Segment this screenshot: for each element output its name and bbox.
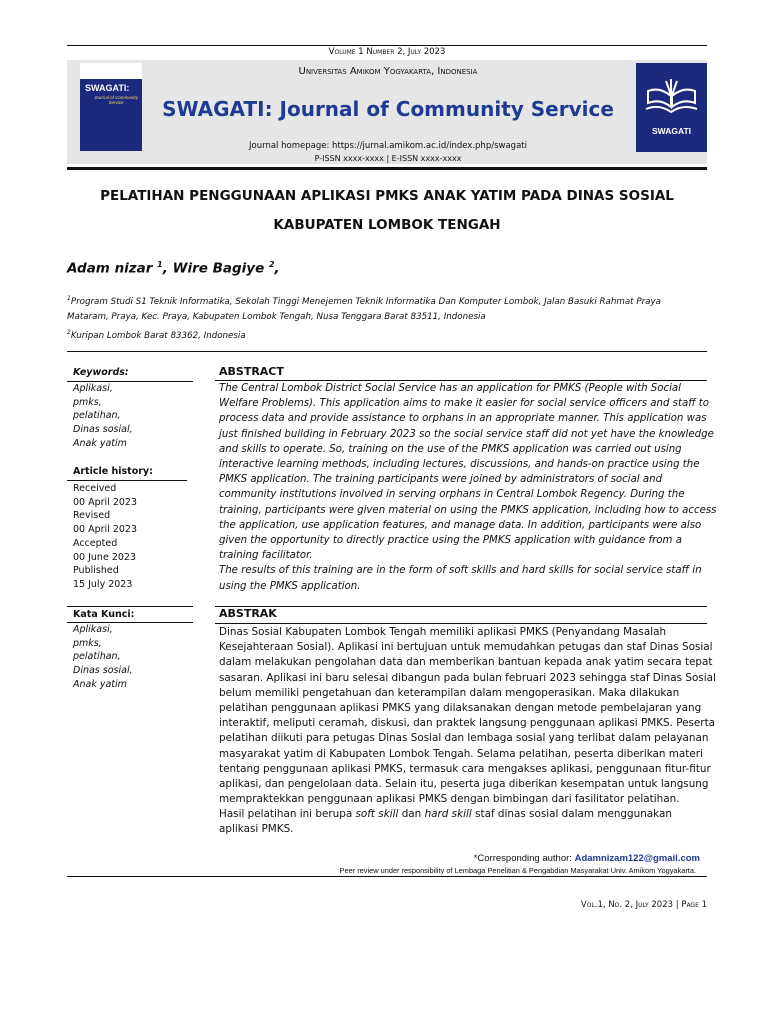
affiliation-2: $^2$Kuripan Lombok Barat 83362, Indonesia [67, 328, 246, 341]
keyword-item: pmks, [73, 396, 102, 408]
article-history-heading: Article history: [73, 466, 153, 477]
keyword-item: Anak yatim [73, 437, 127, 449]
logo-text: SWAGATI [651, 126, 692, 136]
keyword-item: Aplikasi, [73, 383, 113, 394]
cover-subtitle: Journal of Community Service [94, 95, 138, 105]
abstrak-heading: ABSTRAK [219, 607, 277, 620]
abstrak-line: Kesejahteraan Sosial). Aplikasi ini bertujuan untuk memudahkan petugas dan staf Dinas Sosial [219, 641, 713, 654]
author-name: Adam nizar [67, 260, 153, 277]
abstrak-line: mempraktekkan penggunaan aplikasi PMKS dengan bimbingan dari fasilitator pelatihan. [219, 793, 680, 806]
keyword-item: Dinas sosial, [73, 424, 133, 436]
journal-title: SWAGATI: Journal of Community Service [162, 97, 614, 121]
abstrak-rule [215, 623, 707, 624]
abstract-line: process data and provide assistance to orphans in an appropriate manner. This application was [219, 413, 707, 425]
abstract-line: using the PMKS application. [219, 580, 361, 592]
abstrak-result [219, 807, 700, 837]
cover-title: SWAGATI: [85, 83, 130, 93]
abstrak-line: tentang penggunaan aplikasi PMKS, termasuk cara mengakses aplikasi, penggunaan fitur-fitur [219, 762, 711, 775]
history-rule [67, 480, 187, 481]
journal-homepage[interactable]: Journal homepage: https://jurnal.amikom.ac.id/index.php/swagati [249, 141, 527, 151]
history-item: Received [73, 483, 117, 494]
abstrak-line: interaktif, meliputi ceramah, diskusi, dan praktek langsung penggunaan aplikasi PMKS. Peserta [219, 717, 716, 730]
abstract-line: community institutions involved in serving orphans in Central Lombok Regency. During the [219, 489, 685, 501]
swagati-logo [636, 63, 707, 152]
abstrak-line: Dinas Sosial Kabupaten Lombok Tengah memiliki aplikasi PMKS (Penyandang Masalah [219, 626, 667, 638]
abstract-line: interactive learning methods, including lectures, discussions, and hands-on practice using the [219, 459, 700, 471]
corresponding-label: *Corresponding author: [473, 853, 575, 864]
history-item: Published [73, 565, 119, 577]
history-item: 00 June 2023 [73, 551, 136, 563]
peer-review-note: Peer review under responsibility of Lembaga Penelitian & Pengabdian Masyarakat Univ. Amikom Yogyakarta. [339, 866, 696, 875]
corresponding-author [474, 853, 700, 864]
affiliations [67, 291, 707, 344]
header-bottom-rule [67, 167, 707, 170]
abstract-line: the application, use application features, and manage data. In addition, participants were also [219, 519, 702, 531]
kata-kunci-item: Aplikasi, [73, 624, 113, 635]
kata-kunci-item: Anak yatim [73, 678, 127, 690]
abstract-heading: ABSTRACT [219, 365, 284, 378]
author-affiliation-ref: 2 [268, 260, 275, 269]
kata-kunci-item: Dinas sosial, [73, 665, 133, 677]
article-title-line1: PELATIHAN PENGGUNAAN APLIKASI PMKS ANAK YATIM PADA DINAS SOSIAL [100, 188, 674, 204]
keyword-item: pelatihan, [73, 410, 121, 422]
author-affiliation-ref: 1 [157, 260, 163, 269]
university-name: Universitas Amikom Yogyakarta, Indonesia [298, 66, 478, 77]
abstract-line: PMKS application. The training participants were joined by administrators of social and [219, 474, 663, 486]
author-list-end: , [274, 260, 280, 277]
keywords-heading: Keywords: [73, 367, 129, 378]
abstrak-line: aplikasi, dan pengelolaan data. Selain itu, peserta juga diberikan kesempatan untuk langsung [219, 778, 709, 791]
cover-top-strip [80, 63, 142, 79]
author-separator: , [162, 260, 173, 277]
abstrak-line: pelatihan diikuti para petugas Dinas Sosial dan lembaga sosial yang terlibat dalam pelayanan [219, 732, 709, 745]
info-top-rule [67, 351, 707, 352]
article-title-line2: KABUPATEN LOMBOK TENGAH [273, 217, 501, 233]
affiliation-1: $^1$Program Studi S1 Teknik Informatika, Sekolah Tinggi Menejemen Teknik Informatika Dan Komputer Lombok, Jalan Basuki Rahmat Praya [67, 295, 661, 307]
article-history-list [73, 482, 137, 592]
abstract-line: Welfare Problems). This application aims to make it easier for social service officers and staff to [219, 398, 710, 410]
history-item: 15 July 2023 [73, 578, 133, 590]
abstrak-line: pelatihan penggunaan aplikasi PMKS yang dilaksanakan dengan metode pembelajaran yang [219, 702, 702, 715]
history-item: Accepted [73, 537, 118, 549]
keywords-list [73, 382, 133, 451]
author-name: Wire Bagiye [172, 260, 265, 277]
affiliation-1-cont: Mataram, Praya, Kec. Praya, Kabupaten Lombok Tengah, Nusa Tenggara Barat 83511, Indonesia [67, 311, 486, 322]
abstract-line: given the opportunity to directly practice using the PMKS application with guidance from a [219, 535, 682, 547]
abstract-line: just finished building in February 2023 so the social service staff did not yet have the knowledge [219, 428, 714, 440]
kata-kunci-item: pelatihan, [73, 651, 121, 663]
abstract-line: and skills to operate. So, training on the use of the PMKS application was carried out using [219, 443, 682, 455]
kata-kunci-heading: Kata Kunci: [73, 609, 135, 620]
history-item: Revised [73, 510, 111, 522]
page-number: Page 1 [681, 900, 707, 910]
kata-kunci-list [73, 623, 133, 692]
page-footer [581, 900, 707, 910]
abstract-body [219, 381, 717, 594]
corresponding-email[interactable]: Adamnizam122@gmail.com [574, 853, 700, 864]
volume-line: Volume 1 Number 2, July 2023 [328, 47, 446, 57]
abstrak-line: belum memiliki pengetahuan dan keterampilan dalam mengoperasikan. Maka dilakukan [219, 686, 680, 699]
abstract-line: The results of this training are in the form of soft skills and hard skills for social service staff in [219, 565, 702, 577]
abstrak-result-line1: Hasil pelatihan ini berupa soft skill dan hard skill staf dinas sosial dalam menggunakan [219, 808, 672, 820]
abstract-line: The Central Lombok District Social Service has an application for PMKS (People with Social [219, 383, 682, 394]
abstrak-line: masyarakat yatim di Kabupaten Lombok Tengah. Selama pelatihan, peserta diberikan materi [219, 747, 703, 760]
issn-line: P-ISSN xxxx-xxxx | E-ISSN xxxx-xxxx [314, 154, 462, 163]
page-issue-info: Vol.1, No. 2, July 2023 [580, 900, 674, 910]
abstrak-line: dalam melakukan pengolahan data dan memberikan bantuan kepada anak yatim secara tepat [219, 656, 713, 669]
history-item: 00 April 2023 [73, 496, 138, 508]
header-top-rule [67, 45, 707, 46]
kata-top-rule [67, 606, 193, 607]
journal-cover-thumbnail [80, 63, 142, 151]
history-item: 00 April 2023 [73, 524, 138, 536]
footer-rule [67, 876, 707, 877]
abstrak-line: sasaran. Aplikasi ini baru selesai dibangun pada bulan februari 2023 sehingga staf Dinas Sosial [219, 671, 716, 684]
abstrak-body [219, 625, 716, 807]
abstract-line: training facilitator. [219, 550, 313, 562]
abstrak-top-rule [215, 606, 707, 607]
abstract-line: training, participants were given material on using the PMKS application, including how to access [219, 504, 717, 516]
open-book-icon [636, 67, 707, 127]
abstrak-result-line2: aplikasi PMKS. [219, 823, 294, 836]
kata-kunci-item: pmks, [73, 637, 102, 649]
page-separator: | [673, 900, 682, 910]
author-list [67, 260, 280, 277]
